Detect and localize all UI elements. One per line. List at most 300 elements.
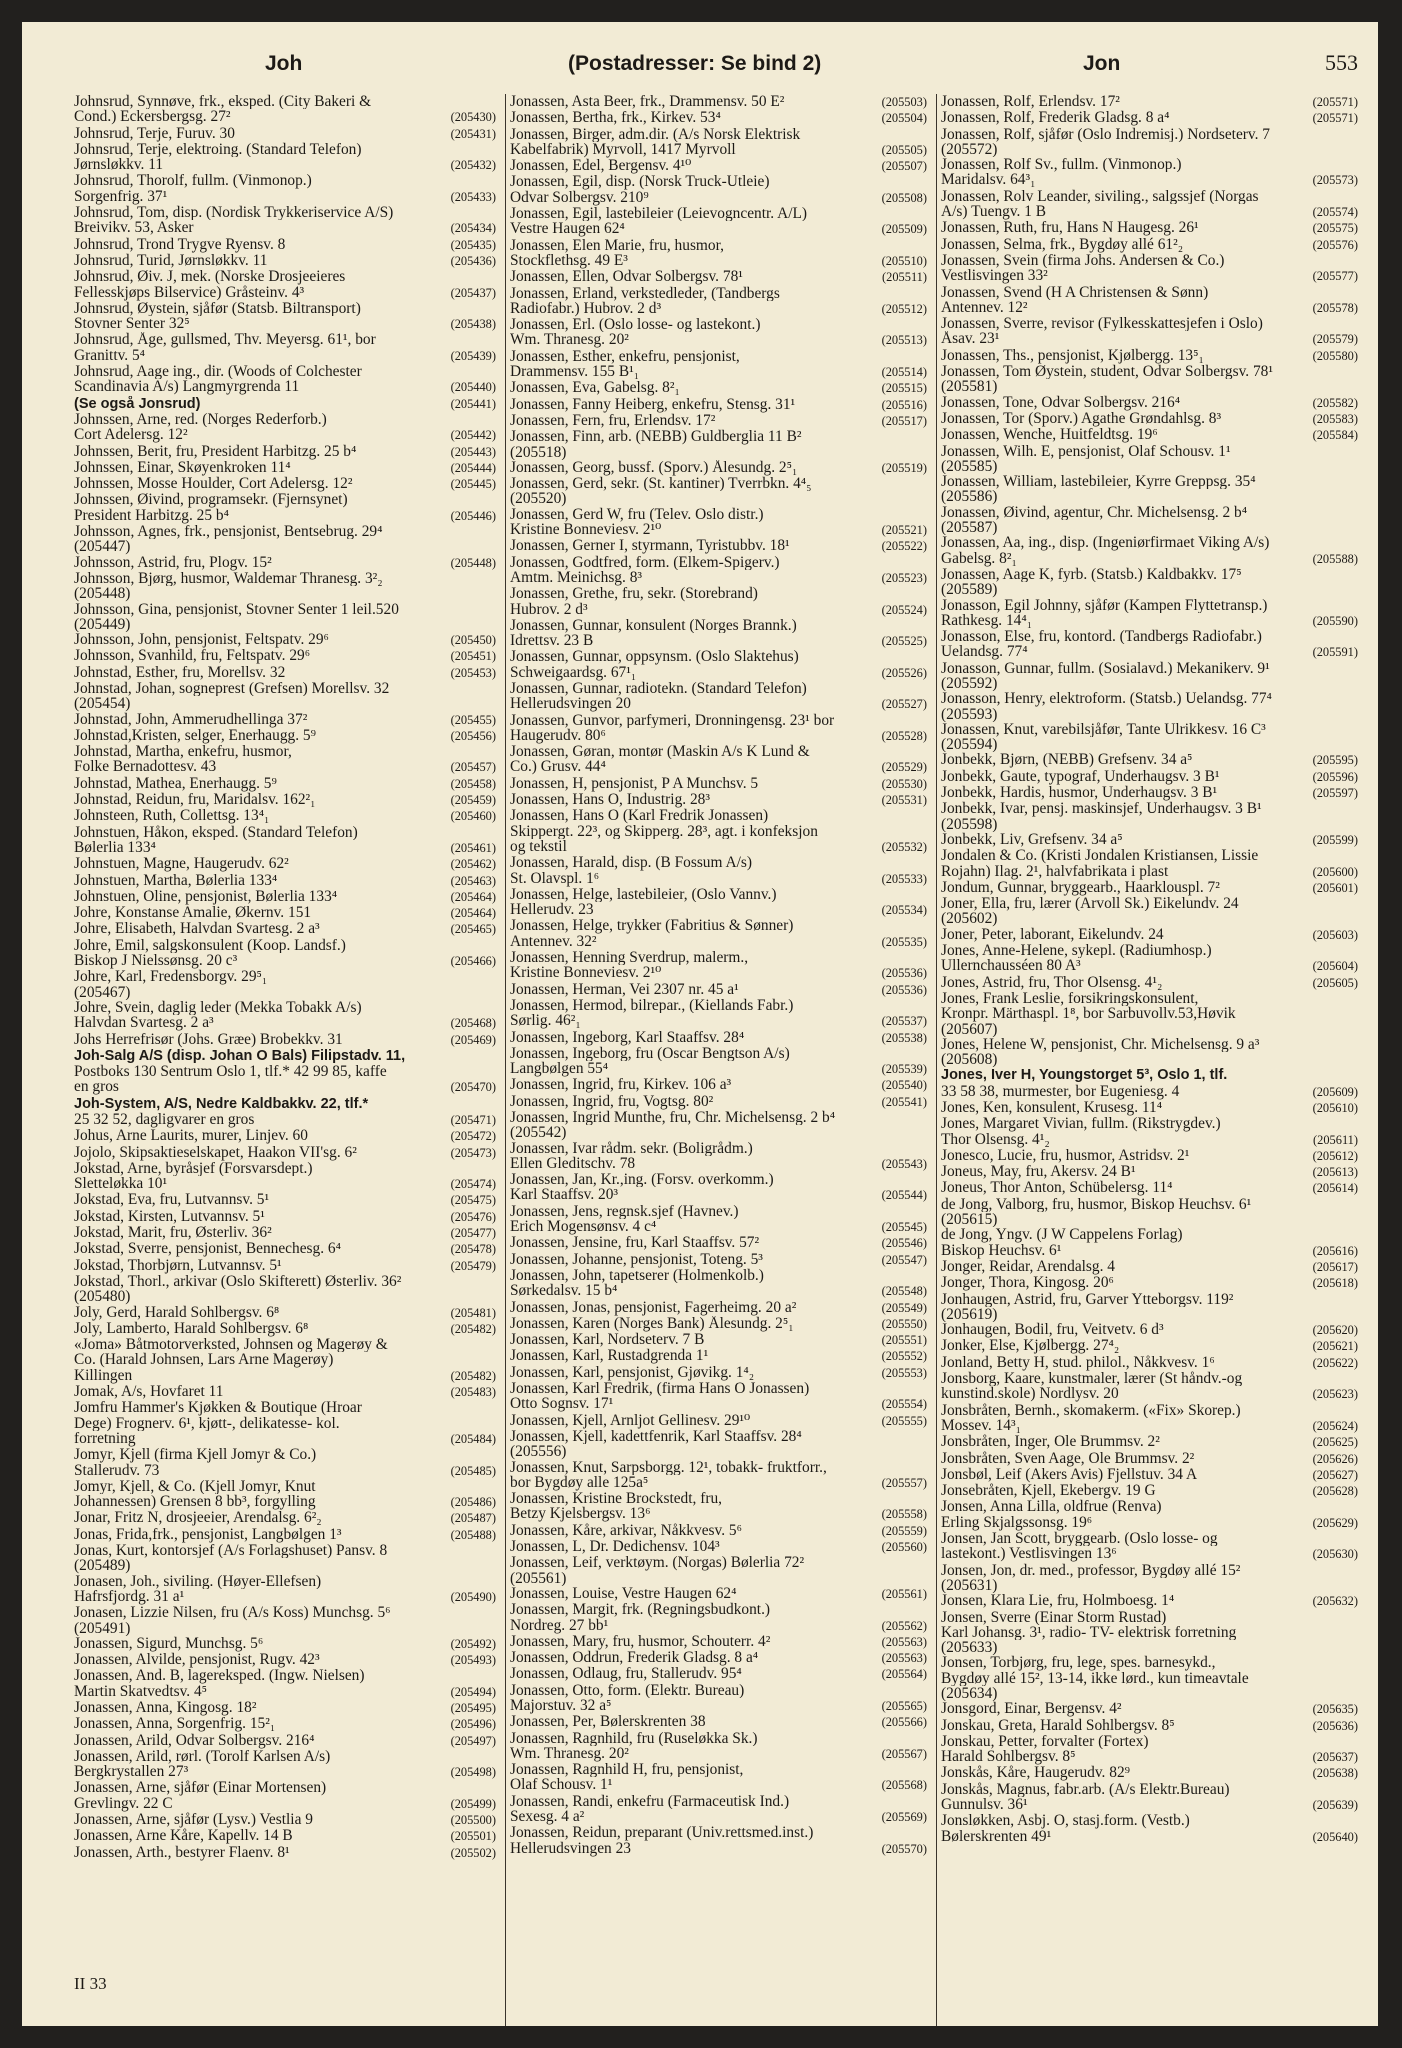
entry-code: (205446) bbox=[450, 508, 496, 523]
entry-code: (205502) bbox=[450, 1845, 496, 1860]
directory-entry bbox=[941, 1292, 1358, 1307]
entry-code: (205601) bbox=[1312, 880, 1358, 895]
directory-entry bbox=[510, 1413, 927, 1429]
directory-entry bbox=[510, 871, 927, 887]
directory-entry bbox=[941, 864, 1358, 880]
directory-entry bbox=[74, 1305, 496, 1321]
entry-text: Harald Sohlbergsv. 8⁵ bbox=[941, 1749, 1076, 1766]
directory-entry bbox=[74, 1352, 496, 1367]
entry-code: (205514) bbox=[881, 365, 927, 380]
directory-entry bbox=[510, 570, 927, 586]
entry-text: kunstind.skole) Nordlysv. 20 bbox=[941, 1386, 1119, 1403]
entry-text: 25 32 52, dagligvarer en gros bbox=[74, 1112, 255, 1128]
entry-code: (205618) bbox=[1312, 1276, 1358, 1291]
entry-text: Gabelsg. 8²₁ bbox=[941, 550, 1017, 567]
entry-text: (205594) bbox=[941, 737, 998, 753]
entry-code: (205448) bbox=[450, 555, 496, 570]
entry-text: Vestre Haugen 62⁴ bbox=[510, 221, 625, 238]
directory-column-1 bbox=[74, 94, 500, 2026]
directory-entry bbox=[941, 801, 1358, 816]
entry-code: (205628) bbox=[1312, 1484, 1358, 1499]
entry-code: (205472) bbox=[450, 1129, 496, 1144]
entry-code: (205554) bbox=[881, 1397, 927, 1412]
directory-entry bbox=[74, 1079, 496, 1095]
entry-text: Johnsrud, Åge, gullsmed, Thv. Meyersg. 61¹, bor bbox=[74, 332, 376, 348]
entry-text: Maridalsv. 64³₁ bbox=[941, 172, 1036, 189]
directory-entry bbox=[74, 1780, 496, 1795]
entry-code: (205620) bbox=[1312, 1323, 1358, 1338]
entry-text: (205542) bbox=[510, 1125, 567, 1141]
directory-entry bbox=[510, 1555, 927, 1570]
directory-entry bbox=[74, 1192, 496, 1208]
entry-text: Jonassen, Arne Kåre, Kapellv. 14 B bbox=[74, 1828, 293, 1845]
entry-text: Johre, Konstanse Amalie, Økernv. 151 bbox=[74, 905, 312, 922]
directory-entry bbox=[941, 459, 1358, 474]
entry-code: (205499) bbox=[450, 1796, 496, 1811]
entry-text: Hellerudsvingen 23 bbox=[510, 1840, 631, 1857]
directory-entry bbox=[74, 985, 496, 1000]
entry-text: Jonassen, Oddrun, Frederik Gladsg. 8 a⁴ bbox=[510, 1650, 759, 1667]
entry-code: (205512) bbox=[881, 301, 927, 316]
entry-text: Vestlisvingen 33² bbox=[941, 268, 1048, 285]
entry-code: (205583) bbox=[1312, 411, 1358, 426]
directory-entry bbox=[941, 661, 1358, 676]
directory-entry bbox=[941, 94, 1358, 110]
directory-entry bbox=[941, 1593, 1358, 1609]
entry-text: Johnstad, Esther, fru, Morellsv. 32 bbox=[74, 664, 286, 681]
directory-entry bbox=[510, 364, 927, 380]
entry-code: (205540) bbox=[881, 1078, 927, 1093]
entry-code: (205553) bbox=[881, 1365, 927, 1380]
directory-entry bbox=[510, 142, 927, 158]
directory-entry bbox=[941, 520, 1358, 535]
entry-code: (205524) bbox=[881, 602, 927, 617]
directory-entry bbox=[74, 1416, 496, 1431]
directory-entry bbox=[941, 1338, 1358, 1354]
directory-entry bbox=[74, 953, 496, 969]
directory-entry bbox=[74, 905, 496, 921]
entry-code: (205440) bbox=[450, 380, 496, 395]
entry-code: (205442) bbox=[450, 428, 496, 443]
directory-entry bbox=[941, 444, 1358, 459]
directory-entry bbox=[941, 943, 1358, 958]
directory-entry bbox=[941, 1531, 1358, 1546]
directory-entry bbox=[941, 582, 1358, 597]
entry-text: Biskop J Nielssønsg. 20 c³ bbox=[74, 953, 238, 970]
entry-text: (205589) bbox=[941, 582, 998, 598]
entry-code: (205575) bbox=[1312, 221, 1358, 236]
entry-text: Sørkedalsv. 15 b⁴ bbox=[510, 1283, 618, 1300]
entry-code: (205488) bbox=[450, 1527, 496, 1542]
directory-entry bbox=[510, 1762, 927, 1777]
entry-code: (205535) bbox=[881, 934, 927, 949]
directory-entry bbox=[941, 1275, 1358, 1291]
directory-entry bbox=[941, 1640, 1358, 1655]
directory-entry bbox=[74, 1128, 496, 1144]
entry-text: (205592) bbox=[941, 675, 998, 692]
entry-text: Johnsrud, Terje, Furuv. 30 bbox=[74, 125, 235, 142]
directory-entry bbox=[510, 238, 927, 253]
entry-code: (205483) bbox=[450, 1385, 496, 1400]
entry-text: Johnssen, Einar, Skøyenkroken 11⁴ bbox=[74, 459, 291, 476]
directory-entry bbox=[74, 921, 496, 937]
directory-entry bbox=[74, 205, 496, 220]
entry-text: Sorgenfrig. 37¹ bbox=[74, 188, 168, 205]
directory-entry bbox=[941, 691, 1358, 706]
entry-text: Erling Skjalgssonsg. 19⁶ bbox=[941, 1514, 1093, 1531]
entry-text: Wm. Thranesg. 20² bbox=[510, 1745, 629, 1762]
entry-code: (205565) bbox=[881, 1698, 927, 1713]
directory-entry bbox=[510, 1268, 927, 1283]
directory-entry bbox=[74, 220, 496, 236]
entry-text: Jones, Ken, konsulent, Krusesg. 11⁴ bbox=[941, 1100, 1163, 1116]
entry-code: (205629) bbox=[1312, 1515, 1358, 1530]
directory-entry bbox=[74, 1764, 496, 1780]
directory-entry bbox=[74, 1652, 496, 1668]
directory-entry bbox=[74, 524, 496, 539]
entry-text: Sletteløkka 10¹ bbox=[74, 1176, 168, 1193]
entry-text: 33 58 38, murmester, bor Eugeniesg. 4 bbox=[941, 1083, 1180, 1100]
entry-code: (205623) bbox=[1312, 1387, 1358, 1402]
directory-entry bbox=[74, 1384, 496, 1400]
directory-entry bbox=[510, 1825, 927, 1840]
directory-entry bbox=[941, 1813, 1358, 1828]
entry-text: Schweigaardsg. 67¹₁ bbox=[510, 664, 637, 681]
page-number: 553 bbox=[1325, 50, 1358, 75]
entry-code: (205591) bbox=[1312, 645, 1358, 660]
entry-code: (205624) bbox=[1312, 1418, 1358, 1433]
entry-text: Jonsen, Torbjørg, fru, lege, spes. barnesykd., bbox=[941, 1655, 1216, 1671]
entry-text: Killingen bbox=[74, 1367, 133, 1384]
directory-entry bbox=[510, 1300, 927, 1316]
entry-text: Jonassen, Gøran, montør (Maskin A/s K Lund & bbox=[510, 744, 810, 760]
entry-code: (205496) bbox=[450, 1717, 496, 1732]
entry-text: Jonhaugen, Astrid, fru, Garver Ytteborgsv. 119² bbox=[941, 1291, 1234, 1307]
entry-code: (205513) bbox=[881, 333, 927, 348]
directory-entry bbox=[510, 1809, 927, 1825]
entry-text: Johnsson, Bjørg, husmor, Waldemar Thranesg. 3²₂ bbox=[74, 570, 383, 587]
entry-code: (205474) bbox=[450, 1177, 496, 1192]
entry-text: Jonassen, Rolf, Erlendsv. 17² bbox=[941, 94, 1120, 110]
entry-text: Johnstad, Reidun, fru, Maridalsv. 162²₁ bbox=[74, 792, 316, 809]
directory-entry bbox=[941, 1227, 1358, 1242]
directory-entry bbox=[74, 1845, 496, 1861]
directory-entry bbox=[510, 1475, 927, 1491]
entry-text: Langbølgen 55⁴ bbox=[510, 1061, 609, 1078]
entry-text: de Jong, Valborg, fru, husmor, Biskop Heuchsv. 6¹ bbox=[941, 1196, 1252, 1213]
directory-entry bbox=[510, 681, 927, 696]
entry-text: Johnsrud, Aage ing., dir. (Woods of Colchester bbox=[74, 364, 362, 380]
directory-entry bbox=[941, 474, 1358, 489]
entry-text: Hubrov. 2 d³ bbox=[510, 601, 588, 618]
directory-entry bbox=[510, 824, 927, 839]
entry-text: Jonsgord, Einar, Bergensv. 4² bbox=[941, 1701, 1122, 1718]
entry-text: Jonassen, Wenche, Huitfeldtsg. 19⁶ bbox=[941, 427, 1158, 444]
directory-entry bbox=[74, 396, 496, 412]
directory-entry bbox=[74, 617, 496, 632]
entry-code: (205457) bbox=[450, 760, 496, 775]
entry-text: (205449) bbox=[74, 616, 131, 633]
directory-entry bbox=[74, 269, 496, 284]
directory-entry bbox=[510, 1777, 927, 1793]
directory-entry bbox=[941, 1403, 1358, 1418]
entry-code: (205566) bbox=[881, 1715, 927, 1730]
entry-code: (205494) bbox=[450, 1684, 496, 1699]
entry-text: (205631) bbox=[941, 1577, 998, 1594]
entry-text: Jonassen, Ingeborg, fru (Oscar Bengtson A/s) bbox=[510, 1045, 790, 1062]
directory-entry bbox=[74, 681, 496, 696]
directory-entry bbox=[74, 938, 496, 953]
entry-code: (205559) bbox=[881, 1523, 927, 1538]
entry-code: (205557) bbox=[881, 1475, 927, 1490]
entry-code: (205453) bbox=[450, 665, 496, 680]
entry-text: Jonassen, Øivind, agentur, Chr. Michelsensg. 2 b⁴ bbox=[941, 504, 1248, 521]
entry-text: Jonassen, Fern, fru, Erlendsv. 17² bbox=[510, 412, 716, 429]
directory-entry bbox=[941, 1418, 1358, 1434]
entry-text: Jonassen, Arild, Odvar Solbergsv. 216⁴ bbox=[74, 1732, 315, 1749]
directory-entry bbox=[510, 1523, 927, 1539]
entry-text: Jonbekk, Ivar, pensj. maskinsjef, Underhaugsv. 3 B¹ bbox=[941, 801, 1262, 817]
directory-entry bbox=[74, 969, 496, 984]
entry-text: Radiofabr.) Hubrov. 2 d³ bbox=[510, 300, 662, 317]
entry-text: Jonassen, Gunnar, radiotekn. (Standard Telefon) bbox=[510, 680, 807, 697]
entry-code: (205555) bbox=[881, 1413, 927, 1428]
page-header bbox=[22, 22, 1378, 84]
entry-text: Joh-System, A/S, Nedre Kaldbakkv. 22, tlf.* bbox=[74, 1095, 369, 1112]
directory-entry bbox=[510, 397, 927, 413]
directory-entry bbox=[74, 1812, 496, 1828]
directory-entry bbox=[941, 1243, 1358, 1259]
directory-entry bbox=[941, 1671, 1358, 1686]
directory-entry bbox=[941, 1022, 1358, 1037]
directory-entry bbox=[941, 598, 1358, 613]
entry-text: Johnssen, Mosse Houlder, Cort Adelersg. 12² bbox=[74, 476, 353, 493]
entry-text: Jonassen, Arild, rørl. (Torolf Karlsen A/s) bbox=[74, 1748, 331, 1765]
entry-text: Ellen Gleditschv. 78 bbox=[510, 1155, 636, 1172]
directory-entry bbox=[510, 269, 927, 285]
entry-code: (205563) bbox=[881, 1634, 927, 1649]
entry-code: (205617) bbox=[1312, 1259, 1358, 1274]
directory-entry bbox=[510, 618, 927, 633]
entry-code: (205445) bbox=[450, 477, 496, 492]
directory-entry bbox=[941, 157, 1358, 172]
entry-code: (205560) bbox=[881, 1540, 927, 1555]
entry-text: Jokstad, Arne, byråsjef (Forsvarsdept.) bbox=[74, 1160, 313, 1177]
directory-entry bbox=[74, 665, 496, 681]
entry-code: (205464) bbox=[450, 906, 496, 921]
entry-text: Jonassen, Tor (Sporv.) Agathe Grøndahlsg. 8³ bbox=[941, 410, 1222, 427]
directory-entry bbox=[74, 602, 496, 617]
entry-text: Jonassen, Egil, disp. (Norsk Truck-Utleie) bbox=[510, 174, 770, 190]
entry-code: (205549) bbox=[881, 1300, 927, 1315]
directory-entry bbox=[74, 444, 496, 460]
directory-entry bbox=[941, 395, 1358, 411]
entry-code: (205529) bbox=[881, 760, 927, 775]
entry-text: (205518) bbox=[510, 444, 567, 460]
entry-text: Jonker, Else, Kjølbergg. 27⁴₂ bbox=[941, 1338, 1120, 1355]
entry-text: Jonassen, Rolf Sv., fullm. (Vinmonop.) bbox=[941, 157, 1182, 173]
directory-entry bbox=[74, 508, 496, 524]
entry-code: (205635) bbox=[1312, 1702, 1358, 1717]
entry-text: en gros bbox=[74, 1079, 119, 1096]
entry-text: Jonassen, Bertha, frk., Kirkev. 53⁴ bbox=[510, 110, 721, 127]
entry-text: Jonassen, Sverre, revisor (Fylkesskattesjefen i Oslo) bbox=[941, 316, 1263, 332]
entry-code: (205541) bbox=[881, 1094, 927, 1109]
entry-text: Jonassen, Hans O (Karl Fredrik Jonassen) bbox=[510, 808, 769, 824]
entry-text: Joh-Salg A/S (disp. Johan O Bals) Filipstadv. 11, bbox=[74, 1047, 406, 1064]
directory-entry bbox=[510, 934, 927, 950]
directory-entry bbox=[74, 1145, 496, 1161]
entry-code: (205490) bbox=[450, 1589, 496, 1604]
directory-entry bbox=[510, 918, 927, 933]
entry-code: (205450) bbox=[450, 633, 496, 648]
entry-text: Jonassen, Karl, pensjonist, Gjøvikg. 1⁴₂ bbox=[510, 1364, 755, 1381]
directory-entry bbox=[941, 551, 1358, 567]
entry-code: (205430) bbox=[450, 110, 496, 125]
entry-text: Grevlingv. 22 C bbox=[74, 1795, 173, 1812]
directory-entry bbox=[74, 696, 496, 711]
directory-entry bbox=[74, 173, 496, 188]
directory-entry bbox=[74, 1749, 496, 1764]
entry-text: Jonbekk, Bjørn, (NEBB) Grefsenv. 34 a⁵ bbox=[941, 752, 1193, 769]
directory-entry bbox=[941, 1116, 1358, 1131]
entry-text: (205587) bbox=[941, 520, 998, 536]
directory-entry bbox=[74, 364, 496, 379]
entry-text: Joner, Ella, fru, lærer (Arvoll Sk.) Eikelundv. 24 bbox=[941, 896, 1239, 912]
entry-text: (205593) bbox=[941, 706, 998, 722]
directory-entry bbox=[510, 221, 927, 237]
entry-text: Jonassen, Helge, trykker (Fabritius & Sønner) bbox=[510, 918, 794, 934]
entry-text: Jokstad, Eva, fru, Lutvannsv. 5¹ bbox=[74, 1192, 270, 1209]
entry-text: Jonassen, Randi, enkefru (Farmaceutisk Ind.) bbox=[510, 1793, 790, 1810]
entry-text: Majorstuv. 32 a⁵ bbox=[510, 1697, 612, 1714]
entry-code: (205640) bbox=[1312, 1829, 1358, 1844]
entry-text: Johnsson, Astrid, fru, Plogv. 15² bbox=[74, 554, 272, 571]
entry-code: (205466) bbox=[450, 954, 496, 969]
directory-entry bbox=[510, 1429, 927, 1444]
entry-text: Jonassen, Anna, Sorgenfrig. 15²₁ bbox=[74, 1716, 276, 1733]
entry-text: (205520) bbox=[510, 491, 567, 507]
entry-text: Jonsebråten, Kjell, Ekebergv. 19 G bbox=[941, 1483, 1156, 1500]
entry-text: Jonskås, Kåre, Haugerudv. 82⁹ bbox=[941, 1765, 1131, 1782]
directory-entry bbox=[74, 1479, 496, 1494]
entry-text: Jones, Iver H, Youngstorget 5³, Oslo 1, tlf. bbox=[941, 1067, 1228, 1084]
entry-code: (205508) bbox=[881, 190, 927, 205]
entry-code: (205531) bbox=[881, 793, 927, 808]
entry-text: Jonassen, Selma, frk., Bygdøy allé 61²₂ bbox=[941, 236, 1184, 253]
entry-text: Jonger, Reidar, Arendalsg. 4 bbox=[941, 1258, 1116, 1275]
directory-entry bbox=[74, 1543, 496, 1558]
entry-text: Jonsen, Jan Scott, bryggearb. (Oslo losse- og bbox=[941, 1531, 1218, 1547]
directory-entry bbox=[941, 1701, 1358, 1717]
entry-text: Jonassen, Rolf, sjåfør (Oslo Indremisj.) Nordseterv. 7 bbox=[941, 126, 1270, 142]
entry-code: (205622) bbox=[1312, 1355, 1358, 1370]
directory-entry bbox=[510, 1571, 927, 1586]
directory-entry bbox=[74, 1096, 496, 1112]
entry-text: Jørnsløkkv. 11 bbox=[74, 157, 164, 174]
directory-entry bbox=[74, 1064, 496, 1079]
header-center-note: (Postadresser: Se bind 2) bbox=[568, 52, 822, 75]
directory-entry bbox=[941, 268, 1358, 284]
entry-code: (205613) bbox=[1312, 1165, 1358, 1180]
entry-text: forretning bbox=[74, 1430, 136, 1447]
directory-entry bbox=[74, 571, 496, 586]
entry-code: (205630) bbox=[1312, 1547, 1358, 1562]
entry-text: Rojahn) Ilag. 2¹, halvfabrikata i plast bbox=[941, 863, 1169, 880]
entry-text: (205608) bbox=[941, 1052, 998, 1068]
directory-entry bbox=[74, 586, 496, 601]
entry-text: Bygdøy allé 15², 13-14, ikke lørd., kun timeavtale bbox=[941, 1670, 1249, 1686]
directory-entry bbox=[941, 785, 1358, 801]
directory-entry bbox=[510, 982, 927, 998]
directory-entry bbox=[941, 505, 1358, 520]
directory-entry bbox=[941, 1164, 1358, 1180]
directory-entry bbox=[510, 190, 927, 206]
entry-text: Jonassen, Fanny Heiberg, enkefru, Stensg. 31¹ bbox=[510, 396, 796, 413]
entry-text: Johnsrud, Trond Trygve Ryensv. 8 bbox=[74, 236, 286, 253]
entry-text: Jonassen, Otto, form. (Elektr. Bureau) bbox=[510, 1682, 745, 1698]
entry-text: Mossev. 14³₁ bbox=[941, 1417, 1021, 1434]
directory-columns bbox=[74, 94, 1362, 2026]
entry-code: (205544) bbox=[881, 1188, 927, 1203]
entry-text: Johnssen, Arne, red. (Norges Rederforb.) bbox=[74, 411, 327, 428]
entry-code: (205527) bbox=[881, 697, 927, 712]
entry-code: (205574) bbox=[1312, 205, 1358, 220]
entry-text: Jonassen, Louise, Vestre Haugen 62⁴ bbox=[510, 1585, 737, 1602]
entry-text: Jonsen, Sverre (Einar Storm Rustad) bbox=[941, 1609, 1167, 1625]
entry-text: Otto Sognsv. 17¹ bbox=[510, 1396, 614, 1413]
directory-entry bbox=[510, 1714, 927, 1730]
entry-text: Jonassen, Ingrid Munthe, fru, Chr. Michelsensg. 2 b⁴ bbox=[510, 1110, 836, 1126]
entry-text: Jonassen, Aa, ing., disp. (Ingeniørfirmaet Viking A/s) bbox=[941, 535, 1270, 551]
entry-text: Jonger, Thora, Kingosg. 20⁶ bbox=[941, 1275, 1114, 1292]
entry-text: Postboks 130 Sentrum Oslo 1, tlf.* 42 99 85, kaffe bbox=[74, 1064, 387, 1080]
entry-code: (205498) bbox=[450, 1765, 496, 1780]
directory-entry bbox=[941, 364, 1358, 379]
entry-code: (205595) bbox=[1312, 753, 1358, 768]
entry-code: (205436) bbox=[450, 253, 496, 268]
directory-entry bbox=[941, 1718, 1358, 1734]
entry-text: Jones, Astrid, fru, Thor Olsensg. 4¹₂ bbox=[941, 974, 1163, 991]
entry-code: (205493) bbox=[450, 1653, 496, 1668]
entry-text: Jonasen, Joh., siviling. (Høyer-Ellefsen) bbox=[74, 1573, 322, 1589]
entry-code: (205600) bbox=[1312, 864, 1358, 879]
directory-entry bbox=[941, 927, 1358, 943]
directory-entry bbox=[74, 776, 496, 792]
directory-entry bbox=[941, 1782, 1358, 1797]
directory-entry bbox=[941, 958, 1358, 974]
directory-entry bbox=[510, 1187, 927, 1203]
entry-code: (205505) bbox=[881, 142, 927, 157]
entry-text: Johnstad, Johan, sogneprest (Grefsen) Morellsv. 32 bbox=[74, 680, 390, 697]
directory-entry bbox=[510, 538, 927, 554]
entry-code: (205603) bbox=[1312, 927, 1358, 942]
directory-entry bbox=[510, 1650, 927, 1666]
entry-text: Jonassen, Reidun, preparant (Univ.rettsmed.inst.) bbox=[510, 1825, 814, 1841]
directory-entry bbox=[941, 1212, 1358, 1227]
entry-text: (205556) bbox=[510, 1444, 567, 1460]
entry-text: Cond.) Eckersbergsg. 27² bbox=[74, 109, 231, 126]
entry-code: (205558) bbox=[881, 1507, 927, 1522]
entry-text: Johnsrud, Tom, disp. (Nordisk Trykkeriservice A/S) bbox=[74, 205, 394, 221]
directory-entry bbox=[510, 1030, 927, 1046]
entry-code: (205627) bbox=[1312, 1467, 1358, 1482]
entry-text: St. Olavspl. 1⁶ bbox=[510, 870, 600, 887]
directory-entry bbox=[941, 911, 1358, 926]
entry-text: Jonassen, Svend (H A Christensen & Sønn) bbox=[941, 284, 1209, 300]
entry-text: Jonassen, H, pensjonist, P A Munchsv. 5 bbox=[510, 775, 759, 792]
directory-entry bbox=[941, 1084, 1358, 1100]
